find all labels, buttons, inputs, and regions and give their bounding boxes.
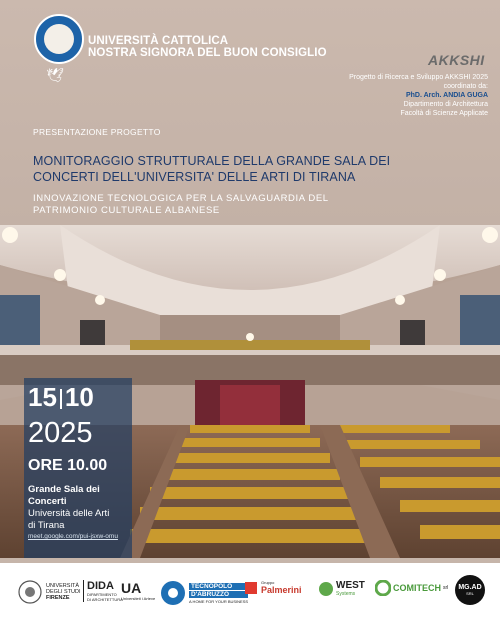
unifi-line3: FIRENZE: [46, 595, 70, 601]
meet-link[interactable]: meet.google.com/pui-jsxw-omu: [28, 533, 118, 540]
university-line2: NOSTRA SIGNORA DEL BUON CONSIGLIO: [88, 47, 327, 59]
university-line1: UNIVERSITÀ CATTOLICA: [88, 35, 229, 47]
west-subtitle: Systems: [336, 591, 356, 597]
west-title: WEST: [336, 580, 365, 591]
event-subtitle: [33, 193, 433, 217]
tecnopolo-subtitle: D'ABRUZZO: [189, 591, 248, 598]
event-date: [28, 383, 94, 411]
event-title: [33, 153, 453, 185]
ua-label: UA: [121, 580, 142, 596]
unifi-line1: UNIVERSITÀ: [46, 583, 80, 589]
subtitle-line1: INNOVAZIONE TECNOLOGICA PER LA SALVAGUARDIA DEL: [33, 193, 329, 204]
subtitle-line2: PATRIMONIO CULTURALE ALBANESE: [33, 205, 220, 216]
coordinator-label: coordinato da:: [443, 83, 488, 90]
palmerini-subtitle: Gruppo: [261, 580, 275, 585]
venue-line2: Concerti: [28, 496, 67, 507]
mgad-subtitle: SRL: [466, 591, 474, 596]
title-line2: CONCERTI DELL'UNIVERSITA' DELLE ARTI DI TIRANA: [33, 170, 356, 184]
event-time: ORE 10.00: [28, 457, 108, 474]
comitech-logo: [375, 580, 448, 596]
project-line: Progetto di Ricerca e Sviluppo AKKSHI 2025: [349, 74, 488, 81]
tecnopolo-logo: [160, 580, 248, 606]
ua-subtitle: Universiteti i Arteve: [121, 596, 156, 601]
event-venue: [28, 484, 132, 532]
university-seal-icon: [34, 14, 84, 64]
west-logo: [318, 580, 365, 597]
unifi-line2: DEGLI STUDI: [46, 589, 81, 595]
dida-logo: [83, 580, 123, 602]
event-month: 10: [64, 382, 94, 412]
palmerini-logo: [244, 580, 302, 595]
venue-line1: Grande Sala dei: [28, 484, 100, 495]
dida-line2: DI ARCHITETTURA: [87, 597, 123, 602]
dove-icon: 🕊: [46, 67, 64, 83]
title-line1: MONITORAGGIO STRUTTURALE DELLA GRANDE SALA DEI: [33, 154, 391, 168]
ua-logo: [121, 580, 155, 601]
comitech-title: COMITECH: [393, 583, 441, 593]
dida-title: DIDA: [87, 580, 114, 592]
department: Dipartimento di Architettura: [403, 101, 488, 108]
coordinator-name: PhD. Arch. ANDIA GUGA: [405, 92, 488, 99]
mgad-title: MG.AD: [458, 584, 482, 591]
venue-line4: di Tirana: [28, 520, 65, 531]
palmerini-title: Palmerini: [261, 585, 302, 595]
comitech-mark-icon: [375, 580, 391, 596]
tecnopolo-title: TECNOPOLO: [189, 583, 248, 590]
event-day: 15: [28, 382, 57, 412]
comitech-subtitle: srl: [443, 585, 449, 591]
unifi-crest-icon: [18, 580, 42, 604]
akkshi-logo: AKKSHI: [428, 52, 485, 68]
project-info: [349, 73, 488, 118]
dida-line1: DIPARTIMENTO: [87, 592, 117, 597]
faculty: Facoltà di Scienze Applicate: [400, 110, 488, 117]
gear-icon: [160, 580, 186, 606]
west-mark-icon: [318, 581, 334, 597]
event-year: 2025: [28, 417, 93, 449]
palmerini-mark-icon: [244, 581, 258, 595]
venue-line3: Università delle Arti: [28, 508, 110, 519]
presentazione-label: PRESENTAZIONE PROGETTO: [33, 127, 161, 137]
unifi-logo: [18, 580, 81, 604]
mgad-logo: [455, 575, 485, 605]
tecnopolo-tagline: A HOME FOR YOUR BUSINESS: [189, 598, 249, 604]
university-name: [88, 35, 327, 59]
